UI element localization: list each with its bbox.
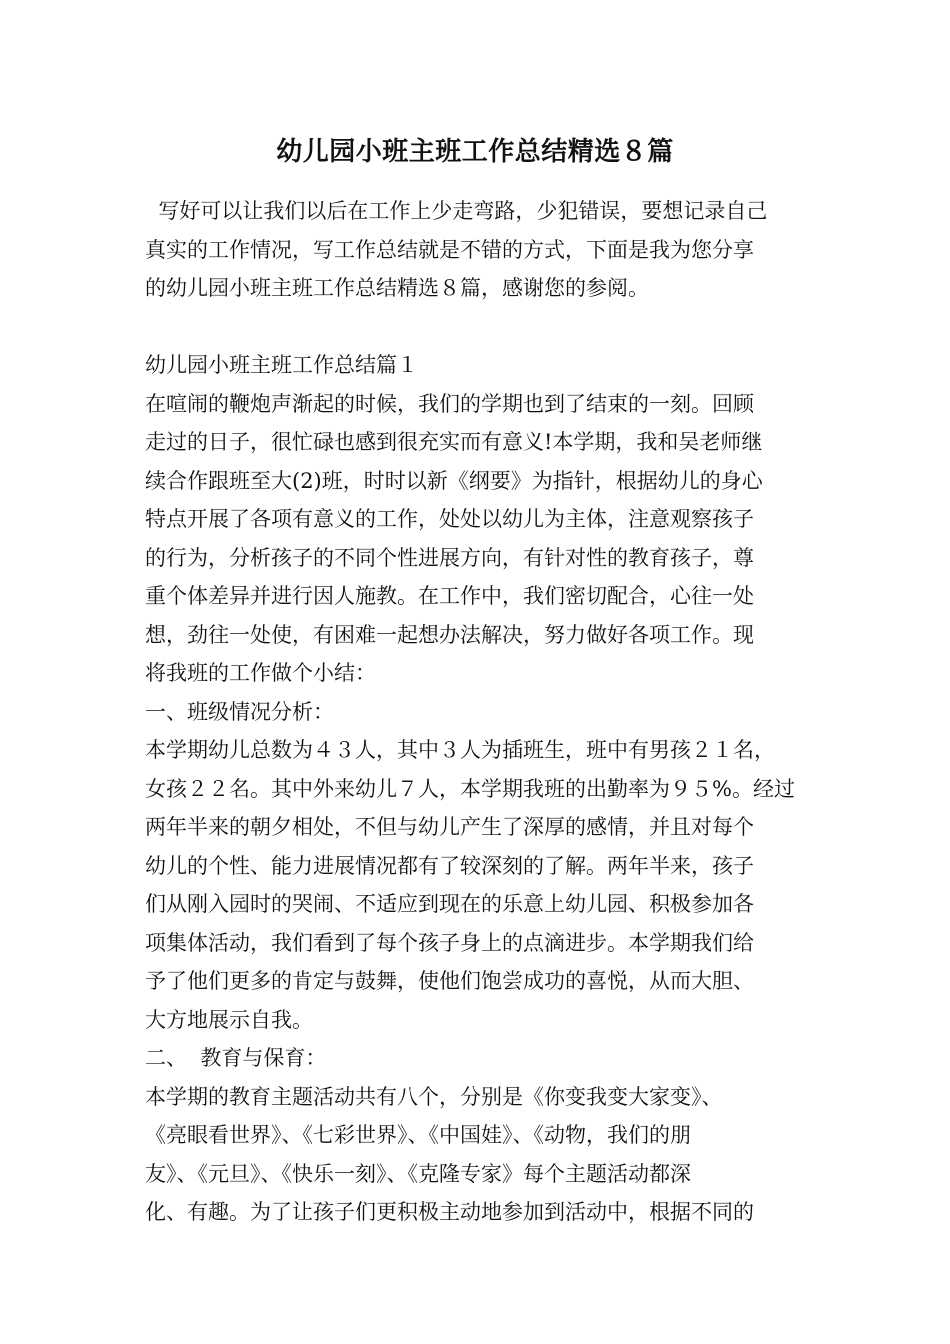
paragraph-line: 本学期幼儿总数为４３人，其中３人为插班生，班中有男孩２１名， (145, 738, 775, 762)
section-heading: 幼儿园小班主班工作总结篇１ (145, 353, 418, 377)
paragraph-line: 予了他们更多的肯定与鼓舞，使他们饱尝成功的喜悦，从而大胆、 (145, 969, 754, 993)
intro-line: 写好可以让我们以后在工作上少走弯路，少犯错误，要想记录自己 (145, 199, 768, 223)
paragraph-line: 两年半来的朝夕相处，不但与幼儿产生了深厚的感情，并且对每个 (145, 815, 754, 839)
paragraph-line: 重个体差异并进行因人施教。在工作中，我们密切配合，心往一处 (145, 584, 754, 608)
paragraph-line: 的行为，分析孩子的不同个性进展方向，有针对性的教育孩子，尊 (145, 545, 754, 570)
paragraph-line: 《亮眼看世界》、《七彩世界》、《中国娃》、《动物，我们的朋 (145, 1123, 691, 1147)
paragraph-line: 项集体活动，我们看到了每个孩子身上的点滴进步。本学期我们给 (145, 930, 754, 955)
paragraph-line: 女孩２２名。其中外来幼儿７人，本学期我班的出勤率为９５%。经过 (145, 776, 795, 801)
paragraph-line: 将我班的工作做个小结： (145, 661, 376, 685)
paragraph-line: 化、有趣。为了让孩子们更积极主动地参加到活动中，根据不同的 (145, 1200, 754, 1224)
paragraph-line: 走过的日子，很忙碌也感到很充实而有意义!本学期，我和吴老师继 (145, 430, 763, 454)
subheading: 一、班级情况分析： (145, 699, 334, 724)
paragraph-line: 友》、《元旦》、《快乐一刻》、《克隆专家》每个主题活动都深 (145, 1161, 691, 1186)
paragraph-line: 想，劲往一处使，有困难一起想办法解决，努力做好各项工作。现 (145, 622, 754, 647)
subheading: 二、 教育与保育： (145, 1046, 327, 1070)
document-title: 幼儿园小班主班工作总结精选８篇 (276, 137, 674, 167)
paragraph-spacer (145, 308, 807, 347)
paragraph-line: 大方地展示自我。 (145, 1007, 313, 1032)
paragraph-line: 在喧闹的鞭炮声渐起的时候，我们的学期也到了结束的一刻。回顾 (145, 391, 754, 416)
intro-line: 的幼儿园小班主班工作总结精选８篇，感谢您的参阅。 (145, 276, 649, 300)
paragraph-line: 们从刚入园时的哭闹、不适应到现在的乐意上幼儿园、积极参加各 (145, 892, 754, 916)
intro-line: 真实的工作情况，写工作总结就是不错的方式，下面是我为您分享 (145, 237, 754, 262)
paragraph-line: 特点开展了各项有意义的工作，处处以幼儿为主体，注意观察孩子 (145, 507, 754, 531)
document-body (145, 192, 807, 1232)
paragraph-line: 续合作跟班至大(2)班，时时以新《纲要》为指针，根据幼儿的身心 (145, 468, 763, 493)
paragraph-line: 幼儿的个性、能力进展情况都有了较深刻的了解。两年半来，孩子 (145, 853, 754, 878)
paragraph-line: 本学期的教育主题活动共有八个，分别是《你变我变大家变》、 (145, 1084, 723, 1109)
